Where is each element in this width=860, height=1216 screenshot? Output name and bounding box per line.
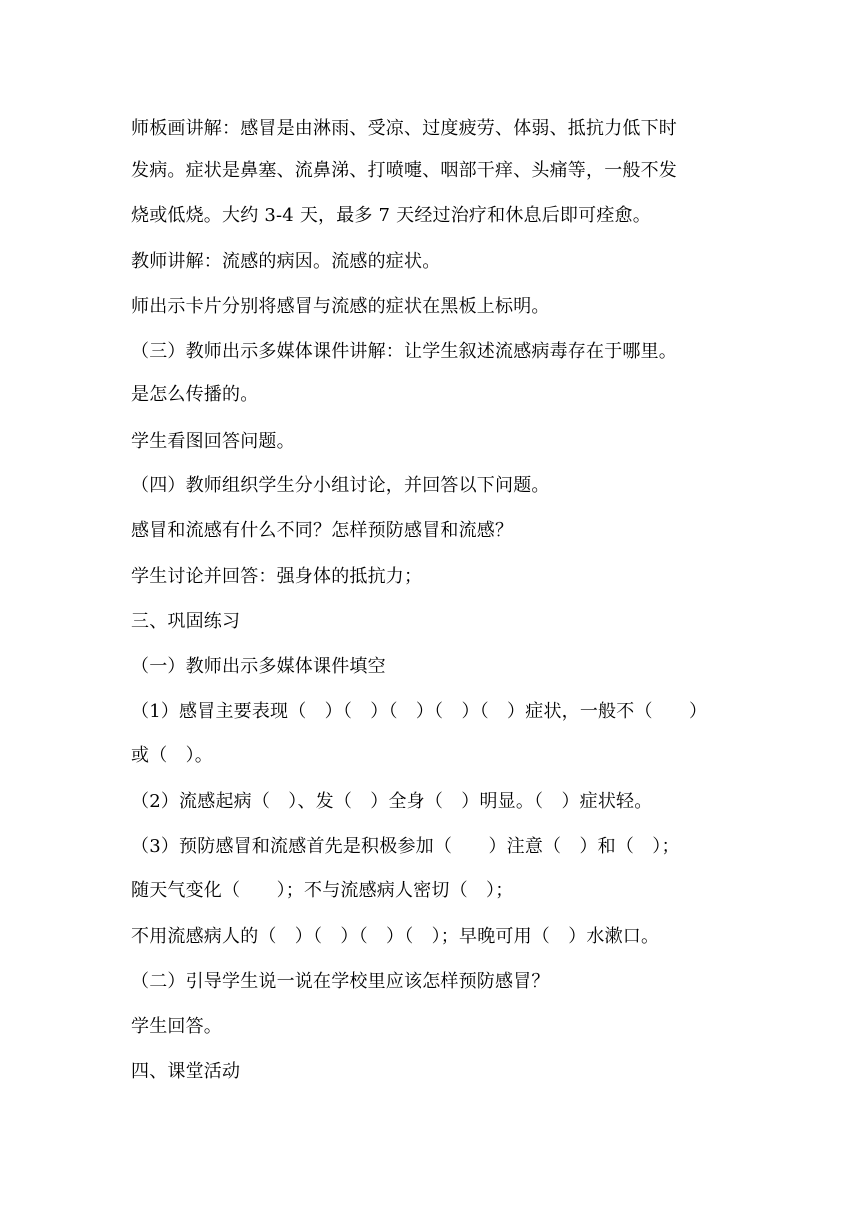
text-line-8: 学生看图回答问题。	[131, 431, 295, 452]
text-line-16: （2）流感起病（ ）、发（ ）全身（ ）明显。（ ）症状轻。	[131, 791, 653, 812]
text-line-9: （四）教师组织学生分小组讨论，并回答以下问题。	[131, 475, 550, 496]
text-line-10: 感冒和流感有什么不同？怎样预防感冒和流感？	[131, 520, 514, 541]
text-line-1: 师板画讲解：感冒是由淋雨、受凉、过度疲劳、体弱、抵抗力低下时	[131, 118, 677, 139]
text-line-4: 教师讲解：流感的病因。流感的症状。	[131, 251, 441, 272]
text-line-17: （3）预防感冒和流感首先是积极参加（ ）注意（ ）和（ ）；	[131, 836, 680, 857]
text-line-13: （一）教师出示多媒体课件填空	[131, 656, 386, 677]
text-line-20: （二）引导学生说一说在学校里应该怎样预防感冒？	[131, 971, 550, 992]
text-line-14: （1）感冒主要表现（ ）（ ）（ ）（ ）（ ）症状，一般不（ ）	[131, 701, 708, 722]
text-line-5: 师出示卡片分别将感冒与流感的症状在黑板上标明。	[131, 296, 550, 317]
text-line-7: 是怎么传播的。	[131, 384, 259, 405]
text-line-6: （三）教师出示多媒体课件讲解：让学生叙述流感病毒存在于哪里。	[131, 341, 677, 362]
section-heading-class-activity: 四、课堂活动	[131, 1061, 241, 1082]
text-line-2: 发病。症状是鼻塞、流鼻涕、打喷嚏、咽部干痒、头痛等，一般不发	[131, 160, 677, 181]
text-line-19: 不用流感病人的（ ）（ ）（ ）（ ）；早晚可用（ ）水漱口。	[131, 926, 660, 947]
text-line-15: 或（ ）。	[131, 745, 213, 766]
text-line-18: 随天气变化（ ）；不与流感病人密切（ ）；	[131, 880, 514, 901]
text-line-11: 学生讨论并回答：强身体的抵抗力；	[131, 566, 423, 587]
text-line-21: 学生回答。	[131, 1016, 222, 1037]
section-heading-consolidation: 三、巩固练习	[131, 611, 241, 632]
text-line-3: 烧或低烧。大约 3-4 天，最多 7 天经过治疗和休息后即可痊愈。	[131, 205, 651, 226]
